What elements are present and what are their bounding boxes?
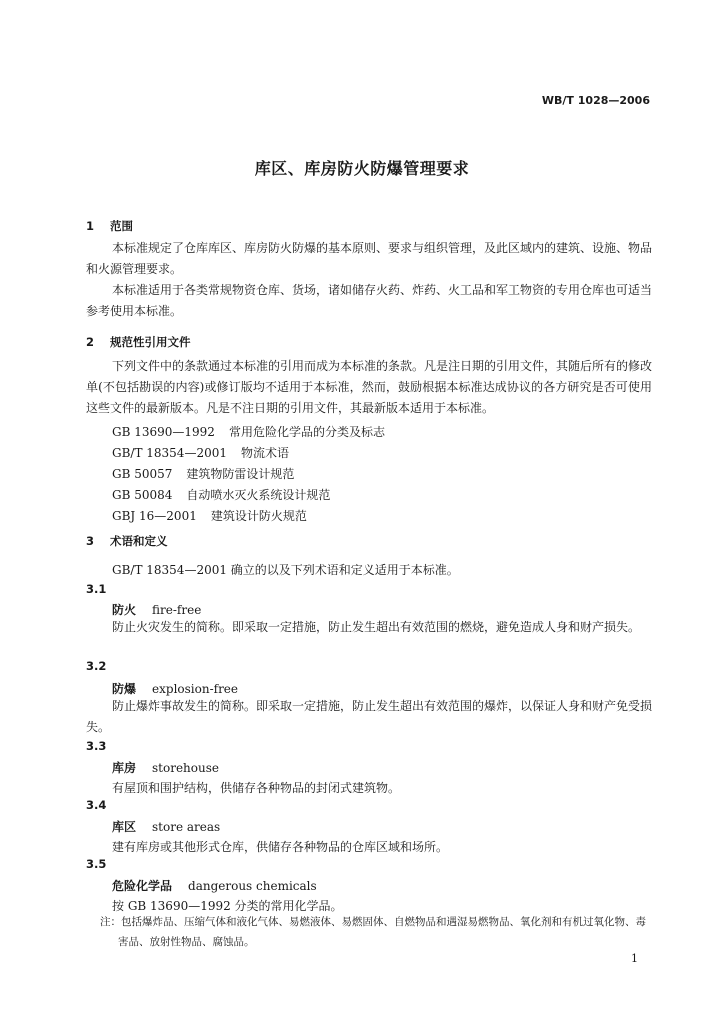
term-chinese: 库区: [112, 820, 137, 834]
paragraph: 下列文件中的条款通过本标准的引用而成为本标准的条款。凡是注日期的引用文件，其随后所有的修改单(不包括勘误的内容)或修订版均不适用于本标准，然而，鼓励根据本标准达成协议的各方研究是否可使用这些文件的最新版本。凡是不注日期的引用文件，其最新版本适用于本标准。: [86, 359, 653, 415]
section-title: 规范性引用文件: [110, 335, 191, 349]
section-title: 术语和定义: [110, 534, 168, 548]
section-number: 1: [86, 219, 95, 233]
term-english: fire-free: [152, 603, 202, 617]
term-english: dangerous chemicals: [188, 879, 317, 893]
term-entry: [112, 818, 220, 835]
reference-item: [112, 444, 289, 461]
term-number: 3.1: [86, 582, 107, 596]
page-number: 1: [631, 952, 638, 965]
term-number: 3.5: [86, 857, 107, 871]
terms-intro: GB/T 18354—2001 确立的以及下列术语和定义适用于本标准。: [112, 563, 459, 577]
reference-item: [112, 465, 294, 482]
term-chinese: 防爆: [112, 682, 137, 696]
section-heading-terms: [86, 533, 168, 549]
reference-item: [112, 507, 307, 524]
paragraph: 本标准规定了仓库库区、库房防火防爆的基本原则、要求与组织管理，及此区域内的建筑、设施、物品和火源管理要求。: [86, 241, 653, 276]
section-title: 范围: [110, 219, 133, 233]
reference-name: 物流术语: [240, 446, 289, 460]
term-entry: [112, 877, 317, 894]
note-text-continued: 害品、放射性物品、腐蚀品。: [118, 936, 255, 948]
term-chinese: 库房: [112, 761, 137, 775]
reference-code: GBJ 16—2001: [112, 509, 197, 523]
term-definition: 防止火灾发生的简称。即采取一定措施，防止发生超出有效范围的燃烧，避免造成人身和财产损失。: [112, 620, 641, 634]
term-english: storehouse: [152, 761, 219, 775]
note: [100, 912, 652, 952]
term-definition: 有屋顶和围护结构，供储存各种物品的封闭式建筑物。: [112, 781, 401, 795]
term-english: explosion-free: [152, 682, 239, 696]
standard-code: WB/T 1028—2006: [541, 94, 650, 107]
reference-name: 常用危险化学品的分类及标志: [228, 425, 385, 439]
term-definition: 建有库房或其他形式仓库，供储存各种物品的仓库区域和场所。: [112, 840, 449, 854]
reference-code: GB 50084: [112, 488, 173, 502]
section-heading-scope: [86, 218, 133, 234]
term-definition: 按 GB 13690—1992 分类的常用化学品。: [112, 899, 343, 913]
term-number: 3.2: [86, 659, 107, 673]
reference-name: 自动喷水灭火系统设计规范: [186, 488, 331, 502]
term-english: store areas: [152, 820, 221, 834]
section-number: 3: [86, 534, 95, 548]
reference-code: GB/T 18354—2001: [112, 446, 227, 460]
term-number: 3.3: [86, 739, 107, 753]
reference-name: 建筑物防雷设计规范: [186, 467, 295, 481]
section-heading-normative-references: [86, 334, 191, 350]
reference-item: [112, 486, 330, 503]
reference-code: GB 13690—1992: [112, 425, 215, 439]
document-title: 库区、库房防火防爆管理要求: [254, 159, 470, 178]
note-text: 包括爆炸品、压缩气体和液化气体、易燃液体、易燃固体、自燃物品和遇湿易燃物品、氧化剂和有机过氧化物、毒: [121, 916, 646, 928]
reference-code: GB 50057: [112, 467, 173, 481]
paragraph: 本标准适用于各类常规物资仓库、货场，诸如储存火药、炸药、火工品和军工物资的专用仓库也可适当参考使用本标准。: [86, 283, 653, 318]
term-chinese: 危险化学品: [112, 879, 173, 893]
reference-name: 建筑设计防火规范: [210, 509, 307, 523]
term-entry: [112, 601, 201, 618]
section-number: 2: [86, 335, 95, 349]
term-definition: 防止爆炸事故发生的简称。即采取一定措施，防止发生超出有效范围的爆炸，以保证人身和财产免受损失。: [86, 699, 653, 734]
term-entry: [112, 680, 238, 697]
term-entry: [112, 759, 219, 776]
term-chinese: 防火: [112, 603, 137, 617]
reference-item: [112, 423, 385, 440]
note-label: 注：: [100, 916, 121, 928]
term-number: 3.4: [86, 798, 107, 812]
